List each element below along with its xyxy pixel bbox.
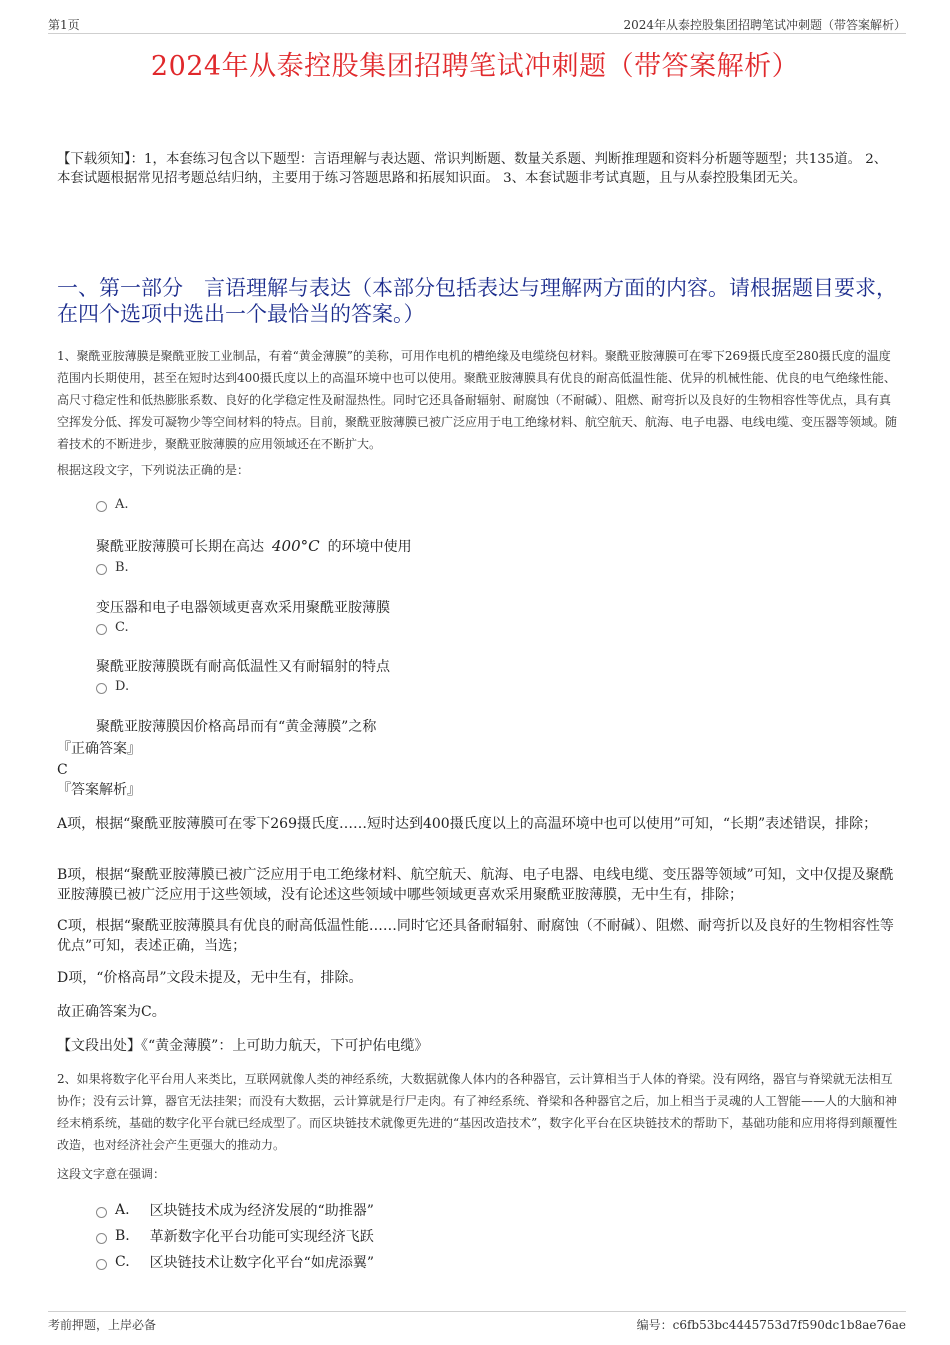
download-notice: 【下载须知】：1，本套练习包含以下题型：言语理解与表达题、常识判断题、数量关系题、判断推理题和资料分析题等题型；共135道。 2、本套试题根据常见招考题总结归纳，主要用于练习答题思路和拓展知识面。 3、本套试题非考试真题，且与从泰控股集团无关。 [57, 152, 888, 186]
passage-source: 【文段出处】《“黄金薄膜”：上可助力航天，下可护佑电缆》 [57, 1038, 429, 1054]
page-title: 2024年从泰控股集团招聘笔试冲刺题（带答案解析） [150, 51, 800, 82]
analysis-c: C项，根据“聚酰亚胺薄膜具有优良的耐高低温性能……同时它还具备耐辐射、耐腐蚀（不耐碱）、阻燃、耐弯折以及良好的生物相容性等优点”可知，表述正确，当选； [57, 918, 894, 954]
radio-icon[interactable] [96, 1233, 107, 1244]
analysis-a: A项，根据“聚酰亚胺薄膜可在零下269摄氏度……短时达到400摄氏度以上的高温环境中也可以使用”可知，“长期”表述错误，排除； [57, 816, 878, 832]
analysis-b: B项，根据“聚酰亚胺薄膜已被广泛应用于电工绝缘材料、航空航天、航海、电子电器、电线电缆、变压器等领域”可知，文中仅提及聚酰亚胺薄膜已被广泛应用于这些领域，没有论述这些领域中哪些领域更喜欢采用聚酰亚胺薄膜，无中生有，排除； [57, 867, 894, 903]
q1-option-d-radio[interactable]: D. [96, 679, 129, 694]
footer-slogan: 考前押题，上岸必备 [48, 1318, 157, 1332]
radio-icon[interactable] [96, 501, 107, 512]
correct-answer: C [57, 762, 68, 778]
radio-icon[interactable] [96, 564, 107, 575]
page-header [48, 14, 906, 34]
q1-passage: 1、聚酰亚胺薄膜是聚酰亚胺工业制品，有着“黄金薄膜”的美称，可用作电机的槽绝缘及电缆绕包材料。聚酰亚胺薄膜可在零下269摄氏度至280摄氏度的温度范围内长期使用，甚至在短时达到400摄氏度以上的高温环境中也可以使用。聚酰亚胺薄膜具有优良的耐高低温性能、优异的机械性能、优良的电气绝缘性能、高尺寸稳定性和低热膨胀系数、良好的化学稳定性及耐湿热性。同时它还具备耐辐射、耐腐蚀（不耐碱）、阻燃、耐弯折以及良好的生物相容性等优点，具有真空挥发分低、挥发可凝物少等空间材料的特点。目前，聚酰亚胺薄膜已被广泛应用于电工绝缘材料、航空航天、航海、电子电器、电线电缆、变压器等领域。随着技术的不断进步，聚酰亚胺薄膜的应用领域还在不断扩大。 [57, 349, 898, 451]
analysis-conclusion: 故正确答案为C。 [57, 1004, 166, 1020]
page-footer [48, 1311, 906, 1335]
q2-option-b[interactable]: B. 革新数字化平台功能可实现经济飞跃 [96, 1226, 374, 1246]
q1-option-a-radio[interactable]: A. [96, 497, 129, 512]
temperature-math: 400°C [272, 537, 320, 555]
q2-option-a[interactable]: A. 区块链技术成为经济发展的“助推器” [96, 1200, 374, 1220]
q2-passage: 2、如果将数字化平台用人来类比，互联网就像人类的神经系统，大数据就像人体内的各种器官，云计算相当于人体的脊梁。没有网络，器官与脊梁就无法相互协作；没有云计算，器官无法挂架；而没有大数据，云计算就是行尸走肉。有了神经系统、脊梁和各种器官之后，加上相当于灵魂的人工智能——人的大脑和神经末梢系统，基础的数字化平台就已经成型了。而区块链技术就像更先进的“基因改造技术”，数字化平台在区块链技术的帮助下，基础功能和应用将得到颠覆性改造，也对经济社会产生更强大的推动力。 [57, 1072, 898, 1152]
q1-option-a-text: 聚酰亚胺薄膜可长期在高达 400°C 的环境中使用 [96, 537, 412, 555]
analysis-label: 『答案解析』 [57, 782, 141, 798]
page-number: 第1页 [48, 18, 80, 32]
q1-option-b-radio[interactable]: B. [96, 560, 129, 575]
header-doc-title: 2024年从泰控股集团招聘笔试冲刺题（带答案解析） [623, 18, 906, 32]
q1-option-c-text: 聚酰亚胺薄膜既有耐高低温性又有耐辐射的特点 [96, 659, 390, 675]
q2-option-c[interactable]: C. 区块链技术让数字化平台“如虎添翼” [96, 1252, 374, 1272]
section-heading: 一、第一部分 言语理解与表达（本部分包括表达与理解两方面的内容。请根据题目要求，在四个选项中选出一个最恰当的答案。） [57, 276, 897, 326]
analysis-d: D项，“价格高昂”文段未提及，无中生有，排除。 [57, 970, 363, 986]
radio-icon[interactable] [96, 1259, 107, 1270]
q1-option-c-radio[interactable]: C. [96, 620, 129, 635]
q1-stem: 根据这段文字，下列说法正确的是： [57, 463, 250, 477]
q1-option-b-text: 变压器和电子电器领域更喜欢采用聚酰亚胺薄膜 [96, 600, 390, 616]
footer-code: 编号：c6fb53bc4445753d7f590dc1b8ae76ae [636, 1318, 906, 1332]
radio-icon[interactable] [96, 683, 107, 694]
radio-icon[interactable] [96, 1207, 107, 1218]
correct-answer-label: 『正确答案』 [57, 741, 141, 757]
q1-option-d-text: 聚酰亚胺薄膜因价格高昂而有“黄金薄膜”之称 [96, 719, 377, 735]
q2-stem: 这段文字意在强调： [57, 1167, 166, 1181]
radio-icon[interactable] [96, 624, 107, 635]
